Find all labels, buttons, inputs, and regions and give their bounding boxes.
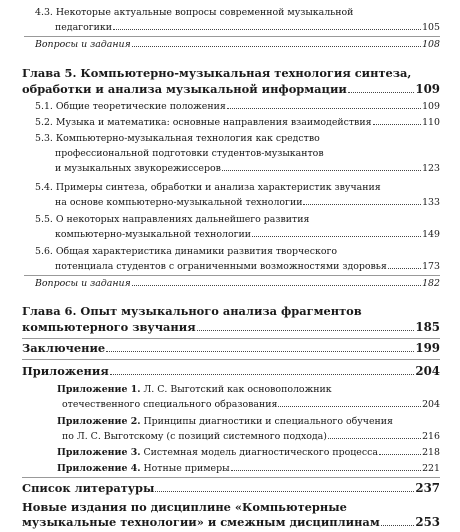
toc-entry-title: музыкальные технологии» и смежным дисциплинам [22, 515, 380, 529]
toc-entry-title: и музыкальных звукорежиссеров [55, 163, 221, 174]
toc-section-5-3-line2[interactable]: профессиональной подготовки студентов-музыкантов [55, 148, 324, 159]
toc-page-number: 109 [415, 82, 440, 96]
toc-page-number: 173 [422, 261, 440, 272]
toc-section-5-1[interactable] [35, 100, 440, 113]
toc-appendix-4[interactable] [57, 462, 440, 475]
divider [22, 477, 440, 478]
toc-section-5-4-line1[interactable]: 5.4. Примеры синтеза, обработки и анализа характеристик звучания [35, 182, 381, 193]
leader-dots [132, 280, 421, 286]
leader-dots [303, 199, 421, 205]
leader-dots [278, 401, 421, 407]
toc-page-number: 253 [415, 515, 440, 529]
toc-section-5-6-line1[interactable]: 5.6. Общая характеристика динамики развития творческого [35, 246, 338, 257]
toc-page-number: 149 [422, 229, 440, 240]
toc-chapter-5-line2[interactable] [22, 82, 440, 97]
toc-page-number: 216 [422, 431, 440, 442]
toc-entry-title: обработки и анализа музыкальной информации [22, 82, 347, 96]
toc-entry-title: компьютерного звучания [22, 320, 196, 334]
toc-appendix-2-line1[interactable]: Приложение 2. Принципы диагностики и специального обучения [57, 416, 393, 427]
toc-bibliography[interactable] [22, 481, 440, 496]
toc-conclusion[interactable] [22, 341, 440, 356]
toc-entry-title: Список литературы [22, 481, 155, 495]
leader-dots [113, 24, 421, 30]
toc-appendix-3[interactable] [57, 446, 440, 459]
toc-page-number: 204 [422, 399, 440, 410]
toc-section-5-3-line3[interactable] [55, 162, 440, 175]
toc-chapter-6-line2[interactable] [22, 320, 440, 335]
leader-dots [348, 86, 415, 93]
toc-questions-4[interactable] [35, 38, 440, 51]
toc-section-5-5-line1[interactable]: 5.5. О некоторых направлениях дальнейшего развития [35, 214, 310, 225]
toc-new-editions-line2[interactable] [22, 515, 440, 530]
toc-page-number: 133 [422, 197, 440, 208]
toc-page-number: 204 [415, 364, 440, 378]
toc-section-4-3-line1[interactable]: 4.3. Некоторые актуальные вопросы современной музыкальной [35, 7, 354, 18]
toc-entry-title: 5.2. Музыка и математика: основные направления взаимодействия [35, 117, 372, 128]
toc-new-editions-line1[interactable]: Новые издания по дисциплине «Компьютерные [22, 500, 347, 514]
leader-dots [222, 165, 421, 171]
toc-appendices[interactable] [22, 364, 440, 379]
divider [22, 359, 440, 360]
leader-dots [197, 324, 415, 331]
leader-dots [373, 119, 422, 125]
toc-appendix-1-line1[interactable]: Приложение 1. Л. С. Выготский как основоположник [57, 384, 332, 395]
toc-entry-title: на основе компьютерно-музыкальной технологии [55, 197, 303, 208]
divider [22, 338, 440, 339]
toc-page-number: 218 [422, 447, 440, 458]
toc-section-5-5-line2[interactable] [55, 228, 440, 241]
toc-chapter-5-line1[interactable]: Глава 5. Компьютерно-музыкальная технология синтеза, [22, 66, 412, 80]
toc-section-5-2[interactable] [35, 116, 440, 129]
leader-dots [110, 368, 415, 375]
toc-appendix-2-line2[interactable] [62, 430, 440, 443]
toc-entry-title: Вопросы и задания [35, 39, 131, 50]
toc-section-4-3-line2[interactable] [55, 21, 440, 34]
leader-dots [106, 345, 414, 352]
toc-page-number: 110 [422, 117, 440, 128]
toc-page-number: 182 [422, 278, 440, 289]
leader-dots [388, 263, 421, 269]
leader-dots [227, 103, 421, 109]
leader-dots [132, 41, 421, 47]
divider [24, 275, 440, 276]
toc-page-number: 105 [422, 22, 440, 33]
toc-page-number: 237 [415, 481, 440, 495]
toc-page-number: 185 [415, 320, 440, 334]
leader-dots [231, 465, 422, 471]
toc-entry-title: 5.1. Общие теоретические положения [35, 101, 226, 112]
toc-questions-5[interactable] [35, 277, 440, 290]
toc-page-number: 221 [422, 463, 440, 474]
toc-entry-title: отечественного специального образования [62, 399, 278, 410]
leader-dots [155, 485, 414, 492]
toc-entry-title: Вопросы и задания [35, 278, 131, 289]
toc-page-number: 199 [415, 341, 440, 355]
toc-chapter-6-line1[interactable]: Глава 6. Опыт музыкального анализа фрагментов [22, 304, 362, 318]
toc-appendix-1-line2[interactable] [62, 398, 440, 411]
toc-entry-title: по Л. С. Выготскому (с позиций системного подхода) [62, 431, 327, 442]
leader-dots [328, 433, 421, 439]
toc-page-number: 123 [422, 163, 440, 174]
toc-entry-title: Приложение 4. Нотные примеры [57, 463, 230, 474]
toc-entry-title: Приложение 3. Системная модель диагностического процесса [57, 447, 378, 458]
toc-entry-title: педагогики [55, 22, 112, 33]
leader-dots [379, 449, 421, 455]
divider [24, 36, 440, 37]
leader-dots [381, 519, 415, 526]
toc-section-5-6-line2[interactable] [55, 260, 440, 273]
toc-page-number: 109 [422, 101, 440, 112]
leader-dots [252, 231, 421, 237]
toc-entry-title: Приложения [22, 364, 109, 378]
toc-page-number: 108 [422, 39, 440, 50]
toc-entry-title: потенциала студентов с ограниченными возможностями здоровья [55, 261, 387, 272]
toc-section-5-3-line1[interactable]: 5.3. Компьютерно-музыкальная технология как средство [35, 133, 320, 144]
toc-entry-title: Заключение [22, 341, 106, 355]
toc-entry-title: компьютерно-музыкальной технологии [55, 229, 252, 240]
toc-section-5-4-line2[interactable] [55, 196, 440, 209]
